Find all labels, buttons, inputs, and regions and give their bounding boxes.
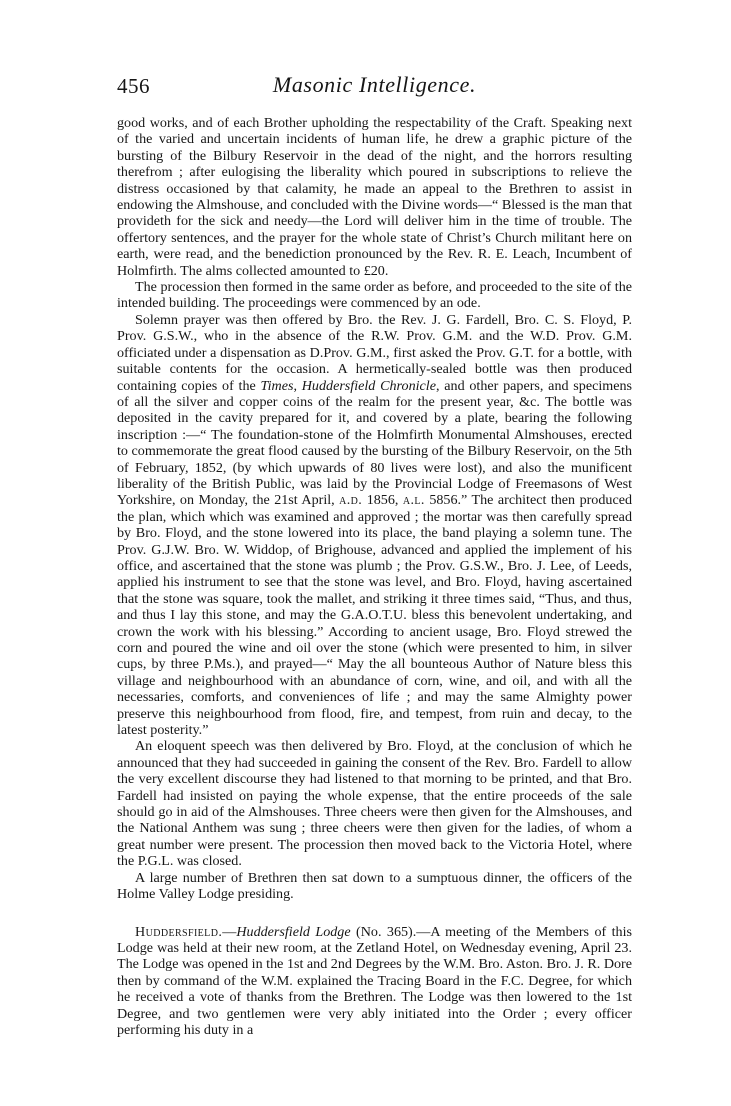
text-span: , <box>293 377 302 394</box>
place-heading: Huddersfield. <box>135 923 223 940</box>
paragraph-procession: The procession then formed in the same order as before, and proceeded to the site of the intended building. The proceedings were commenced by an ode. <box>117 279 632 312</box>
paragraph-dinner: A large number of Brethren then sat down to a sumptuous dinner, the officers of the Holme Valley Lodge presiding. <box>117 869 632 903</box>
paragraph-huddersfield-lodge <box>117 924 632 1039</box>
running-head: Masonic Intelligence. <box>272 72 477 97</box>
paragraph-sermon-conclusion: good works, and of each Brother upholding the respectability of the Craft. Speaking next of the varied and uncertain incidents of human life, he drew a graphic picture of the bursting of the Bilbury Reservoir in the dead of the night, and the horrors resulting therefrom ; after eulogising the liberality which poured in subscriptions to relieve the distress occasioned by that calamity, he made an appeal to the Brethren to assist in endowing the Almshouse, and concluded with the Divine words—“ Blessed is the man that provideth for the sick and needy—the Lord will deliver him in the time of trouble. The offertory sentences, and the prayer for the whole state of Christ’s Church militant here on earth, were read, and the benediction pronounced by the Rev. R. E. Leach, Incumbent of Holmfirth. The alms collected amounted to £20. <box>117 115 632 279</box>
lodge-name: Huddersfield Lodge <box>236 923 351 940</box>
paragraph-foundation-stone <box>117 312 632 739</box>
text-span: Solemn prayer was then offered by Bro. the Rev. J. G. Fardell, Bro. C. S. Floyd, P. Prov. G.S.W., who in the absence of the R.W. Prov. G.M. and the W.D. Prov. G.M. officiated under a dispensation as D.Prov. G.M., first asked the Prov. G.T. for a bottle, with suitable contents for the occasion. A hermetically-sealed bottle was then produced containing copies of the <box>117 311 632 394</box>
page-number: 456 <box>117 74 150 98</box>
newspaper-title-times: Times <box>260 377 294 394</box>
text-span: 5856.” The architect then produced the plan, which which was examined and approved ; the mortar was then carefully spread by Bro. Floyd, and the stone lowered into its place, the band playing a solemn tune. The Prov. G.J.W. Bro. W. Widdop, of Brighouse, advanced and applied the implement of his office, and ascertained that the stone was plumb ; the Prov. G.S.W., Bro. J. Lee, of Leeds, applied his instrument to see that the stone was level, and Bro. Floyd, having ascertained that the stone was square, took the mallet, and striking it three times said, “Thus, and thus, and thus I lay this stone, and may the G.A.O.T.U. bless this benevolent undertaking, and crown the work with his blessing.” According to ancient usage, Bro. Floyd strewed the corn and poured the wine and oil over the stone (which were presented to him, in silver cups, by three P.Ms.), and prayed—“ May the all bounteous Author of Nature bless this village and neighbourhood with an abundance of corn, wine, and oil, and with all the necessaries, comforts, and conveniences of life ; and may the same Almighty power preserve this neighbourhood from flood, fire, and tempest, from ruin and decay, to the latest posterity.” <box>117 492 633 739</box>
article-body <box>117 115 632 1038</box>
text-span: , and other papers, and specimens of all the silver and copper coins of the realm for the present year, &c. The bottle was deposited in the cavity prepared for it, and covered by a plate, bearing the following inscription :—“ The foundation-stone of the Holmfirth Monumental Almshouses, erected to commemorate the great flood caused by the bursting of the Bilbury Reservoir, on the 5th of February, 1852, (by which upwards of 80 lives were lost), and also the munificent liberality of the British Public, was laid by the Provincial Lodge of Freemasons of West Yorkshire, on Monday, the 21st April, <box>117 377 633 509</box>
paragraph-speech: An eloquent speech was then delivered by Bro. Floyd, at the conclusion of which he announced that they had succeeded in gaining the consent of the Rev. Bro. Fardell to allow the very excellent discourse they had listened to that morning to be printed, and that Bro. Fardell had insisted on paying the whole expense, that the entire proceeds of the sale should go in aid of the Almshouses. Three cheers were then given for the Almshouses, and the National Anthem was sung ; three cheers were then given for the ladies, of whom a great number were present. The procession then moved back to the Victoria Hotel, where the P.G.L. was closed. <box>117 738 632 870</box>
text-span: (No. 365).—A meeting of the Members of this Lodge was held at their new room, at the Zetland Hotel, on Wednesday evening, April 23. The Lodge was opened in the 1st and 2nd Degrees by the W.M. Bro. Aston. Bro. J. R. Dore then by command of the W.M. explained the Tracing Board in the F.C. Degree, for which he received a vote of thanks from the Brethren. The Lodge was then lowered to the 1st Degree, and two gentlemen were very ably initiated into the Order ; every officer performing his duty in a <box>117 923 633 1038</box>
text-span: 1856, <box>362 492 403 509</box>
era-abbrev-ad: a.d. <box>339 492 363 509</box>
page-header <box>117 72 632 102</box>
era-abbrev-al: a.l. <box>402 492 425 509</box>
newspaper-title-chronicle: Huddersfield Chronicle <box>301 377 436 394</box>
text-span: — <box>222 923 237 940</box>
